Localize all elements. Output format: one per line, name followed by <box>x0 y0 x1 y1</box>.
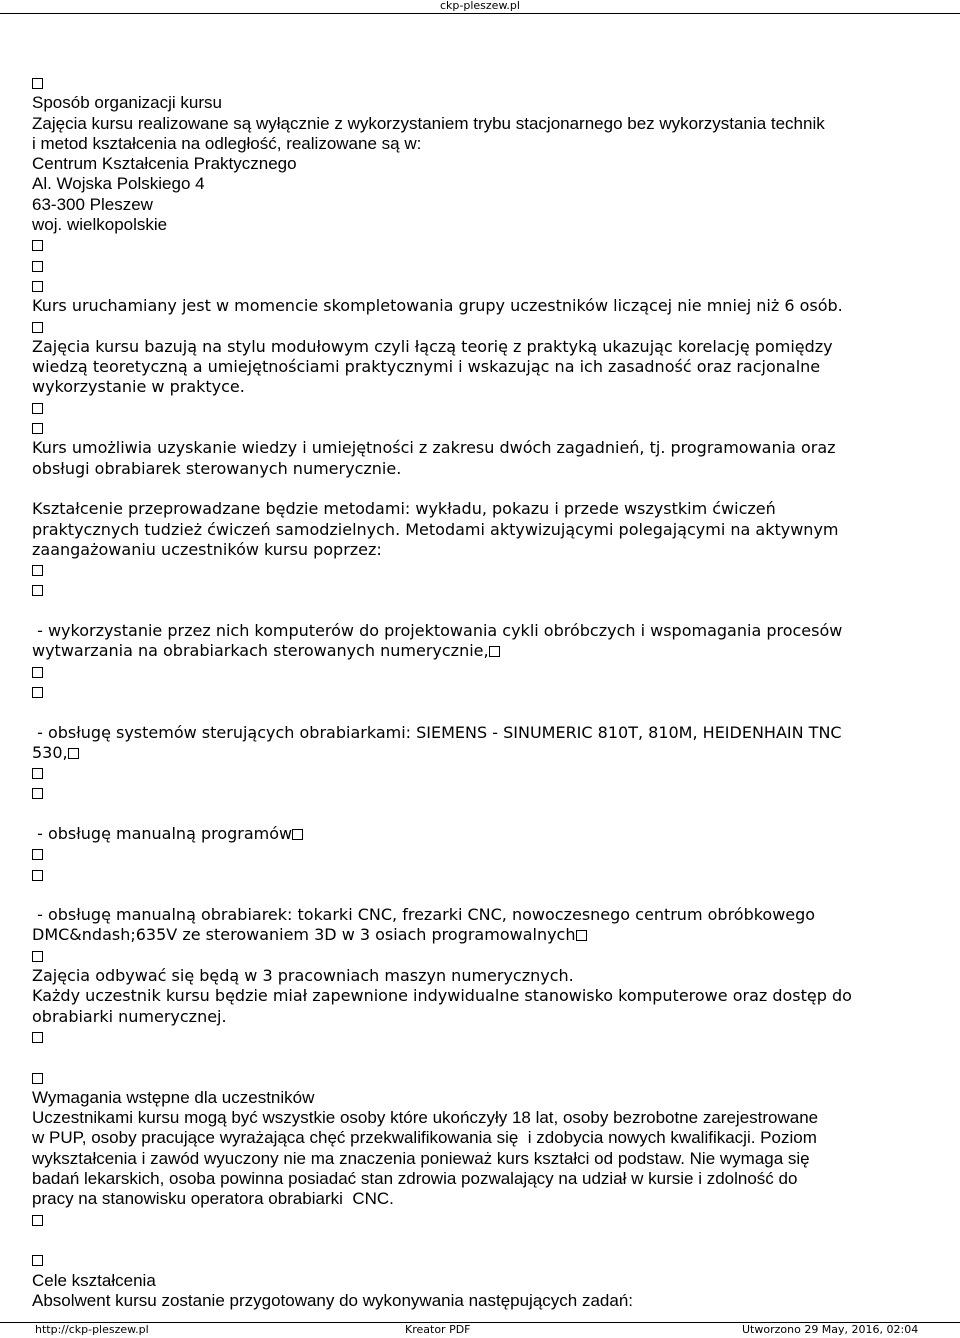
text-line: Al. Wojska Polskiego 4 <box>32 174 205 194</box>
checkbox-icon <box>32 403 43 414</box>
text-line: Kurs uruchamiany jest w momencie skompletowania grupy uczestników liczącej nie mniej niż 6 osób. <box>32 296 843 316</box>
text-line: Uczestnikami kursu mogą być wszystkie osoby które ukończyły 18 lat, osoby bezrobotne zarejestrowane <box>32 1108 819 1128</box>
checkbox-icon <box>489 646 500 657</box>
text-line: Zajęcia kursu bazują na stylu modułowym czyli łączą teorię z praktyką ukazując korelację pomiędzy <box>32 336 833 356</box>
text-line: zaangażowaniu uczestników kursu poprzez: <box>32 539 382 559</box>
footer-creator: Kreator PDF <box>405 1323 471 1336</box>
checkbox-icon <box>32 788 43 799</box>
checkbox-line <box>32 560 942 580</box>
text-line: Absolwent kursu zostanie przygotowany do wykonywania następujących zadań: <box>32 1290 634 1310</box>
text-fragment: wytwarzania na obrabiarkach sterowanych numerycznie, <box>32 641 489 661</box>
text-line <box>32 641 942 661</box>
text-line: Centrum Kształcenia Praktycznego <box>32 154 297 174</box>
checkbox-line <box>32 418 942 438</box>
checkbox-icon <box>32 261 43 272</box>
checkbox-icon <box>32 849 43 860</box>
text-line: wykorzystanie w praktyce. <box>32 377 245 397</box>
text-line: - wykorzystanie przez nich komputerów do projektowania cykli obróbczych i wspomagania procesów <box>32 621 843 641</box>
checkbox-line <box>32 844 942 864</box>
blank-line <box>32 601 942 621</box>
text-line: woj. wielkopolskie <box>32 215 168 235</box>
section-heading: Wymagania wstępne dla uczestników <box>32 1087 315 1107</box>
checkbox-icon <box>32 1073 43 1084</box>
header-site: ckp-pleszew.pl <box>440 0 520 12</box>
checkbox-icon <box>32 565 43 576</box>
checkbox-icon <box>32 1215 43 1226</box>
checkbox-icon <box>32 1032 43 1043</box>
checkbox-line <box>32 682 942 702</box>
text-line: - obsługę systemów sterujących obrabiarkami: SIEMENS - SINUMERIC 810T, 810M, HEIDENHAIN TNC <box>32 722 842 742</box>
checkbox-icon <box>32 78 43 89</box>
checkbox-line <box>32 235 942 255</box>
checkbox-icon <box>32 687 43 698</box>
checkbox-line <box>32 763 942 783</box>
checkbox-icon <box>292 829 303 840</box>
text-line <box>32 925 942 945</box>
text-line: pracy na stanowisku operatora obrabiarki CNC. <box>32 1189 394 1209</box>
checkbox-line <box>32 1210 942 1230</box>
text-line: obrabiarki numerycznej. <box>32 1006 227 1026</box>
checkbox-icon <box>32 870 43 881</box>
checkbox-line <box>32 73 942 93</box>
checkbox-icon <box>68 748 79 759</box>
checkbox-line <box>32 662 942 682</box>
text-fragment: 530, <box>32 742 68 762</box>
text-line: Zajęcia kursu realizowane są wyłącznie z wykorzystaniem trybu stacjonarnego bez wykorzystania technik <box>32 113 825 133</box>
checkbox-icon <box>32 585 43 596</box>
text-line: obsługi obrabiarek sterowanych numerycznie. <box>32 458 402 478</box>
text-line <box>32 824 942 844</box>
text-fragment: DMC&ndash;635V ze sterowaniem 3D w 3 osiach programowalnych <box>32 925 576 945</box>
text-line: Kurs umożliwia uzyskanie wiedzy i umiejętności z zakresu dwóch zagadnień, tj. programowania oraz <box>32 438 836 458</box>
checkbox-line <box>32 276 942 296</box>
blank-line <box>32 702 942 722</box>
checkbox-icon <box>576 930 587 941</box>
page-header <box>0 0 960 13</box>
blank-line <box>32 479 942 499</box>
text-line: w PUP, osoby pracujące wyrażająca chęć przekwalifikowania się i zdobycia nowych kwalifikacji. Poziom <box>32 1128 817 1148</box>
footer-created: Utworzono 29 May, 2016, 02:04 <box>742 1323 919 1336</box>
checkbox-line <box>32 1250 942 1270</box>
text-line: wiedzą teoretyczną a umiejętnościami praktycznymi i wskazując na ich zasadność oraz racjonalne <box>32 357 821 377</box>
checkbox-line <box>32 398 942 418</box>
checkbox-icon <box>32 1255 43 1266</box>
checkbox-icon <box>32 951 43 962</box>
checkbox-icon <box>32 667 43 678</box>
checkbox-line <box>32 580 942 600</box>
text-line: wykształcenia i zawód wyuczony nie ma znaczenia ponieważ kurs kształci od podstaw. Nie wymaga się <box>32 1148 810 1168</box>
text-fragment: - obsługę manualną programów <box>32 823 293 843</box>
footer-url[interactable]: http://ckp-pleszew.pl <box>35 1323 149 1336</box>
checkbox-icon <box>32 322 43 333</box>
document-body <box>32 73 942 1311</box>
text-line: Zajęcia odbywać się będą w 3 pracowniach maszyn numerycznych. <box>32 966 574 986</box>
checkbox-line <box>32 1027 942 1047</box>
text-line: Każdy uczestnik kursu będzie miał zapewnione indywidualne stanowisko komputerowe oraz dostęp do <box>32 986 852 1006</box>
checkbox-line <box>32 317 942 337</box>
checkbox-icon <box>32 281 43 292</box>
section-heading: Sposób organizacji kursu <box>32 93 222 113</box>
checkbox-line <box>32 256 942 276</box>
blank-line <box>32 885 942 905</box>
text-line: praktycznych tudzież ćwiczeń samodzielnych. Metodami aktywizującymi polegającymi na aktywnym <box>32 519 839 539</box>
text-line: Kształcenie przeprowadzane będzie metodami: wykładu, pokazu i przede wszystkim ćwiczeń <box>32 499 776 519</box>
checkbox-line <box>32 783 942 803</box>
checkbox-icon <box>32 768 43 779</box>
checkbox-line <box>32 1068 942 1088</box>
header-rule <box>0 13 960 14</box>
blank-line <box>32 1047 942 1067</box>
text-line: i metod kształcenia na odległość, realizowane są w: <box>32 133 422 153</box>
checkbox-line <box>32 946 942 966</box>
text-line: badań lekarskich, osoba powinna posiadać stan zdrowia pozwalający na udział w kursie i zdolność do <box>32 1169 798 1189</box>
section-heading: Cele kształcenia <box>32 1270 156 1290</box>
checkbox-icon <box>32 423 43 434</box>
text-line: - obsługę manualną obrabiarek: tokarki CNC, frezarki CNC, nowoczesnego centrum obróbkowego <box>32 905 816 925</box>
text-line: 63-300 Pleszew <box>32 194 153 214</box>
checkbox-line <box>32 865 942 885</box>
text-line <box>32 743 942 763</box>
blank-line <box>32 1230 942 1250</box>
checkbox-icon <box>32 240 43 251</box>
blank-line <box>32 804 942 824</box>
